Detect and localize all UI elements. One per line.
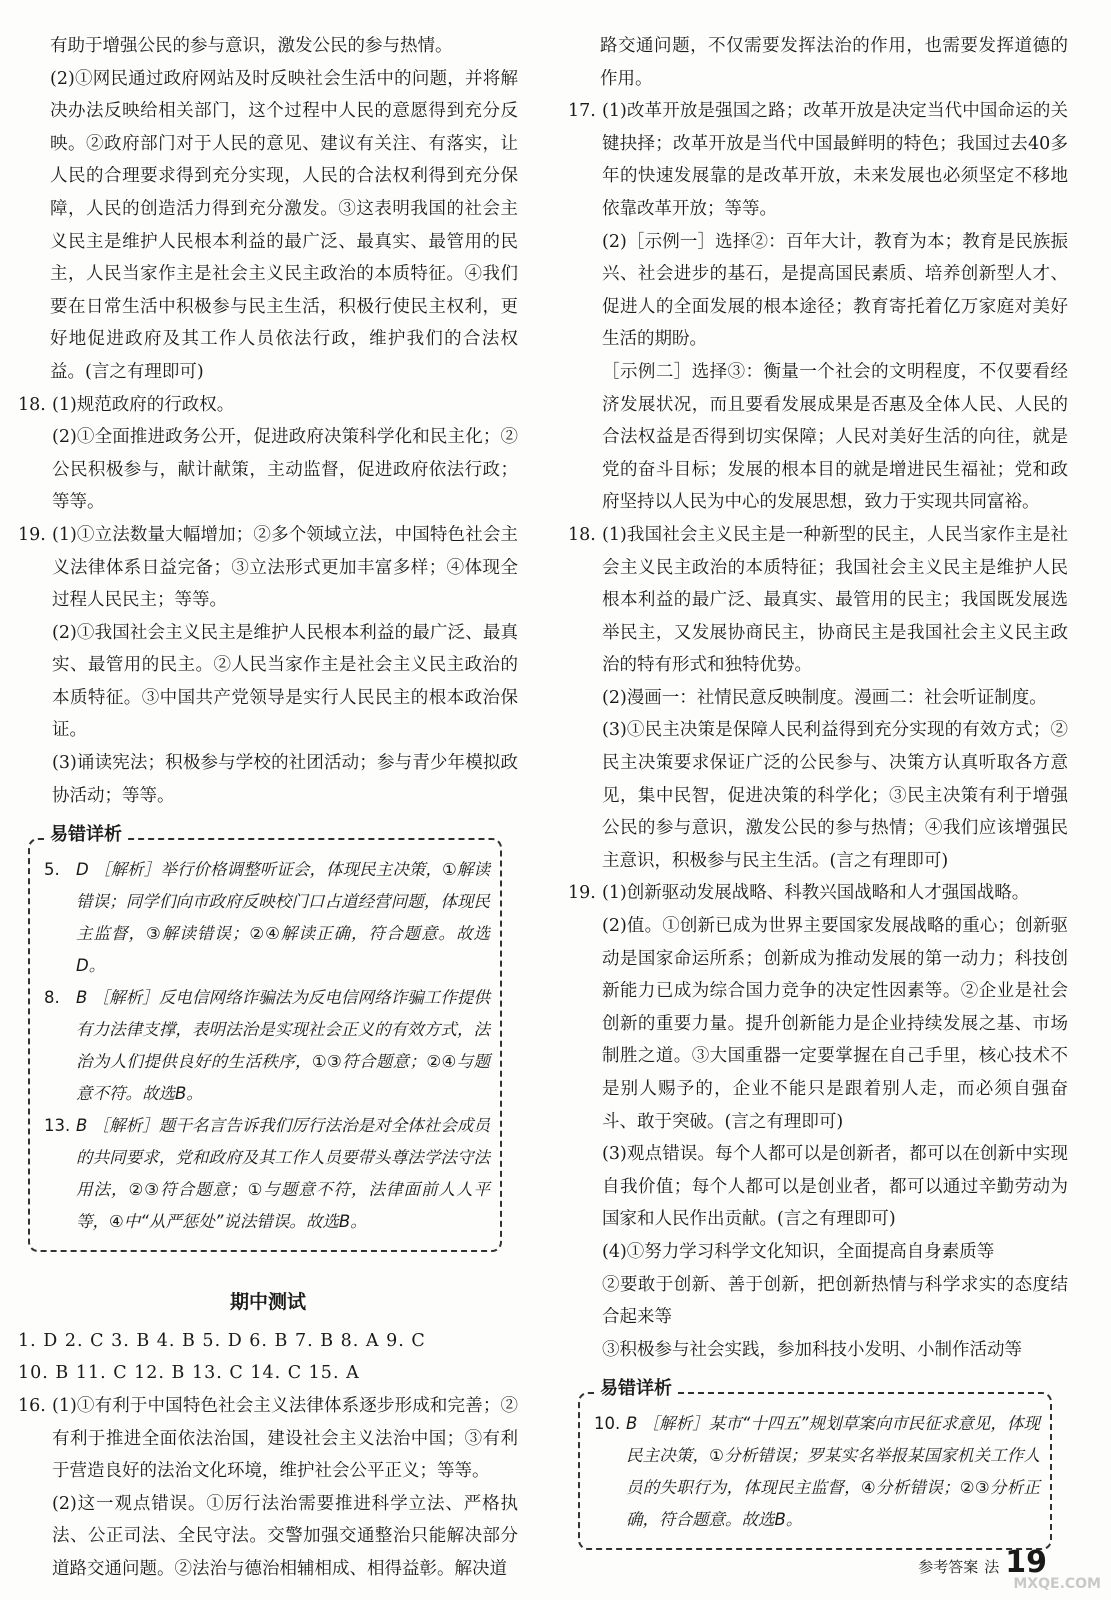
answer-paragraph: (2)漫画一：社情民意反映制度。漫画二：社会听证制度。 bbox=[602, 687, 1047, 708]
answer-paragraph: (3)观点错误。每个人都可以是创新者，都可以在创新中实现自我价值；每个人都可以是创业者，都可以通过辛勤劳动为国家和人民作出贡献。(言之有理即可) bbox=[602, 1144, 1068, 1230]
answer-paragraph: (2)这一观点错误。①厉行法治需要推进科学立法、严格执法、公正司法、全民守法。交警加强交通整治只能解决部分道路交通问题。②法治与德治相辅相成、相得益彰。解决道 bbox=[52, 1493, 518, 1579]
analysis-item bbox=[594, 1408, 1040, 1536]
answer-paragraph: (1)我国社会主义民主是一种新型的民主，人民当家作主是社会主义民主政治的本质特征；我国社会主义民主是维护人民根本利益的最广泛、最真实、最管用的民主；我国既发展选举民主，又发展协商民主，协商民主是我国社会主义民主政治的特有形式和独特优势。 bbox=[602, 524, 1068, 676]
answer-paragraph: (3)诵读宪法；积极参与学校的社团活动；参与青少年模拟政协活动；等等。 bbox=[52, 753, 518, 806]
answer-paragraph: (2)①网民通过政府网站及时反映社会生活中的问题，并将解决办法反映给相关部门，这个过程中人民的意愿得到充分反映。②政府部门对于人民的意见、建议有关注、有落实，让人民的合理要求得到充分实现，人民的合法权利得到充分保障，人民的创造活力得到充分激发。③这表明我国的社会主义民主是维护人民根本利益的最广泛、最真实、最管用的民主，人民当家作主是社会主义民主政治的本质特征。④我们要在日常生活中积极参与民主生活，积极行使民主权利，更好地促进政府及其工作人员依法行政，维护我们的合法权益。(言之有理即可) bbox=[50, 68, 518, 382]
question-number: 18. bbox=[18, 394, 46, 415]
footer-label: 参考答案 bbox=[918, 1558, 979, 1576]
question-number: 17. bbox=[568, 101, 596, 122]
choice-answers-line: 10. B 11. C 12. B 13. C 14. C 15. A bbox=[18, 1363, 360, 1384]
section-title: 期中测试 bbox=[229, 1291, 306, 1314]
answer-paragraph: (1)①有利于中国特色社会主义法律体系逐步形成和完善；②有利于推进全面依法治国，建设社会主义法治中国；③有利于营造良好的法治文化环境，维护社会公平正义；等等。 bbox=[52, 1396, 518, 1482]
question-16-left bbox=[18, 1390, 518, 1586]
analysis-text: D ［解析］举行价格调整听证会，体现民主决策，①解读错误；同学们向市政府反映校门口占道经营问题，体现民主监督，③解读错误；②④解读正确，符合题意。故选D。 bbox=[76, 860, 490, 976]
analysis-text: B ［解析］某市“十四五”规划草案向市民征求意见，体现民主决策，①分析错误；罗某实名举报某国家机关工作人员的失职行为，体现民主监督，④分析错误；②③分析正确，符合题意。故选B。 bbox=[626, 1414, 1040, 1530]
question-number: 19. bbox=[18, 524, 46, 545]
analysis-number: 10. bbox=[594, 1414, 621, 1434]
question-number: 18. bbox=[568, 524, 596, 545]
question-18-right bbox=[568, 519, 1068, 878]
answer-paragraph: ②要敢于创新、善于创新，把创新热情与科学求实的态度结合起来等 bbox=[602, 1274, 1068, 1328]
answer-paragraph: ③积极参与社会实践，参加科技小发明、小制作活动等 bbox=[602, 1339, 1022, 1360]
answer-paragraph: (2)①全面推进政务公开，促进政府决策科学化和民主化；②公民积极参与，献计献策，主动监督，促进政府依法行政；等等。 bbox=[52, 427, 518, 513]
answer-paragraph: (1)规范政府的行政权。 bbox=[52, 394, 235, 415]
answer-paragraph: (1)改革开放是强国之路；改革开放是决定当代中国命运的关键抉择；改革开放是当代中国最鲜明的特色；我国过去40多年的快速发展靠的是改革开放，未来发展也必须坚定不移地依靠改革开放；等等。 bbox=[602, 101, 1068, 219]
page-number: 19 bbox=[1005, 1545, 1047, 1580]
answer-paragraph: (2)值。①创新已成为世界主要国家发展战略的重心；创新驱动是国家命运所系；创新成为推动发展的第一动力；科技创新能力已成为综合国力竞争的决定性因素等。②企业是社会创新的重要力量。提升创新能力是企业持续发展之基、市场制胜之道。③大国重器一定要掌握在自己手里，核心技术不是别人赐予的，企业不能只是跟着别人走，而必须自强奋斗、敢于突破。(言之有理即可) bbox=[602, 916, 1068, 1132]
analysis-item bbox=[44, 854, 490, 982]
analysis-number: 5. bbox=[44, 860, 60, 880]
question-number: 19. bbox=[568, 883, 596, 904]
analysis-number: 13. bbox=[44, 1116, 71, 1136]
analysis-text: B ［解析］题干名言告诉我们厉行法治是对全体社会成员的共同要求，党和政府及其工作人员要带头尊法学法守法用法，②③符合题意；①与题意不符，法律面前人人平等，④中“从严惩处”说法错误。故选B。 bbox=[76, 1116, 490, 1232]
choice-answers-line: 1. D 2. C 3. B 4. B 5. D 6. B 7. B 8. A 9. C bbox=[18, 1330, 426, 1351]
question-19-left bbox=[18, 519, 518, 812]
error-analysis-box bbox=[28, 824, 502, 1252]
answer-paragraph: (2)①我国社会主义民主是维护人民根本利益的最广泛、最真实、最管用的民主。②人民当家作主是社会主义民主政治的本质特征。③中国共产党领导是实行人民民主的根本政治保证。 bbox=[52, 622, 518, 741]
answer-paragraph: (4)①努力学习科学文化知识，全面提高自身素质等 bbox=[602, 1241, 995, 1262]
right-column bbox=[568, 30, 1068, 1558]
answer-paragraph: 路交通问题，不仅需要发挥法治的作用，也需要发挥道德的作用。 bbox=[600, 36, 1068, 89]
box-title: 易错详析 bbox=[44, 822, 128, 848]
question-19-right bbox=[568, 877, 1068, 1366]
answer-paragraph: ［示例二］选择③：衡量一个社会的文明程度，不仅要看经济发展状况，而且要看发展成果是否惠及全体人民、人民的合法权益是否得到切实保障；人民对美好生活的向往，就是党的奋斗目标；发展的根本目的就是增进民生福祉；党和政府坚持以人民为中心的发展思想，致力于实现共同富裕。 bbox=[602, 361, 1068, 513]
analysis-item bbox=[44, 1110, 490, 1238]
footer-subject: 法 bbox=[984, 1558, 1000, 1576]
answer-paragraph: (1)①立法数量大幅增加；②多个领域立法，中国特色社会主义法律体系日益完备；③立法形式更加丰富多样；④体现全过程人民民主；等等。 bbox=[52, 524, 518, 611]
answer-paragraph: (2)［示例一］选择②：百年大计，教育为本；教育是民族振兴、社会进步的基石，是提高国民素质、培养创新型人才、促进人的全面发展的根本途径；教育寄托着亿万家庭对美好生活的期盼。 bbox=[602, 231, 1068, 350]
left-column bbox=[18, 30, 518, 1586]
site-watermark: MXQE.COM bbox=[1013, 1576, 1101, 1592]
analysis-text: B ［解析］反电信网络诈骗法为反电信网络诈骗工作提供有力法律支撑，表明法治是实现社会正义的有效方式，法治为人们提供良好的生活秩序，①③符合题意；②④与题意不符。故选B。 bbox=[76, 988, 490, 1104]
question-17-right bbox=[568, 95, 1068, 519]
question-number: 16. bbox=[18, 1396, 46, 1417]
error-analysis-box bbox=[578, 1378, 1052, 1550]
analysis-item bbox=[44, 982, 490, 1110]
question-18-left bbox=[18, 389, 518, 519]
answer-paragraph: 有助于增强公民的参与意识，激发公民的参与热情。 bbox=[50, 36, 453, 56]
answer-paragraph: (3)①民主决策是保障人民利益得到充分实现的有效方式；②民主决策要求保证广泛的公民参与、决策方认真听取各方意见，集中民智，促进决策的科学化；③民主决策有利于增强公民的参与意识，激发公民的参与热情；④我们应该增强民主意识，积极参与民主生活。(言之有理即可) bbox=[602, 720, 1068, 871]
box-title: 易错详析 bbox=[594, 1376, 678, 1402]
answer-paragraph: (1)创新驱动发展战略、科教兴国战略和人才强国战略。 bbox=[602, 883, 1030, 904]
analysis-number: 8. bbox=[44, 988, 60, 1008]
